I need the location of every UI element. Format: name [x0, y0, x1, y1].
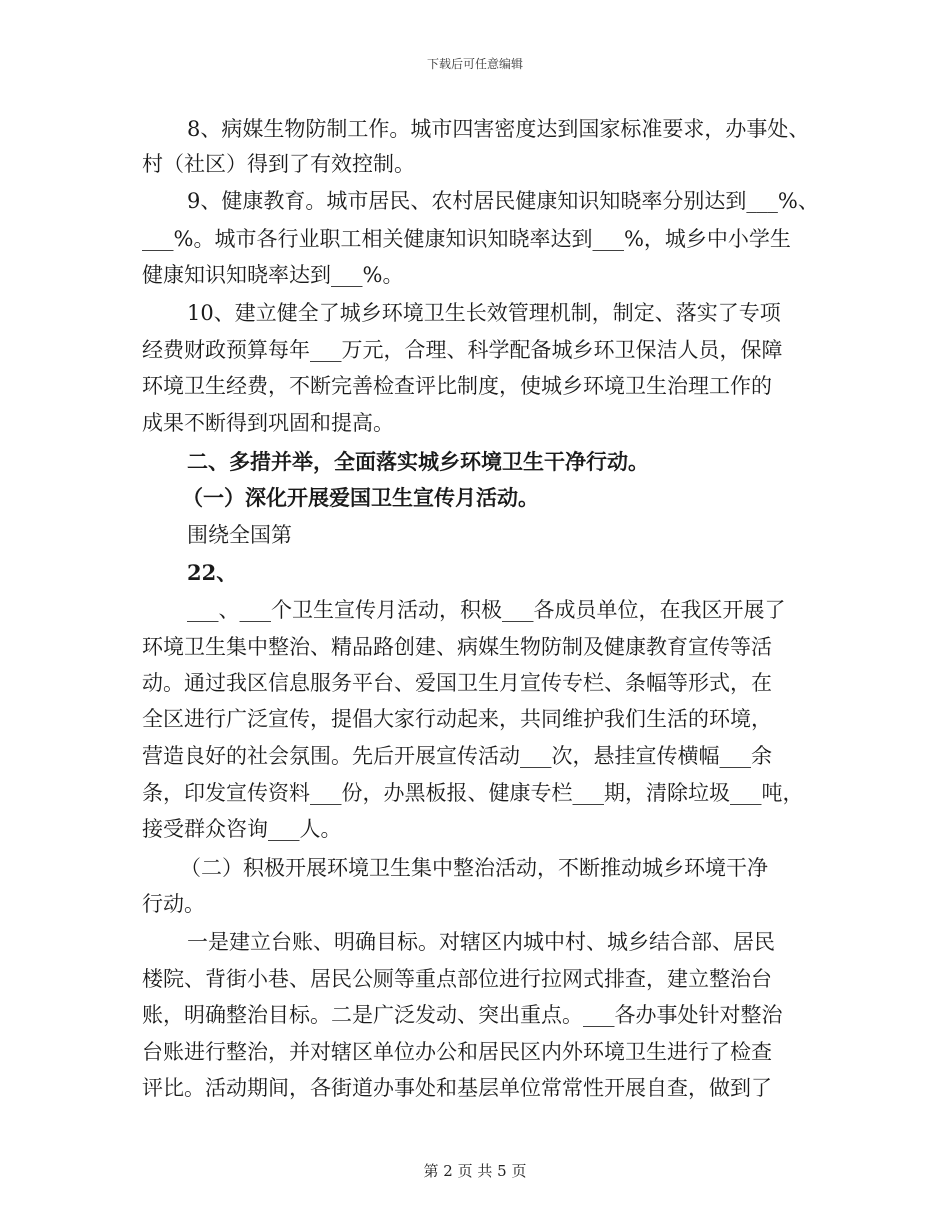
paragraph-line: ___、___个卫生宣传月活动，积极___各成员单位，在我区开展了	[187, 598, 786, 622]
paragraph-line: 8、病媒生物防制工作。城市四害密度达到国家标准要求，办事处、	[187, 117, 810, 141]
paragraph-line: 条，印发宣传资料___份，办黑板报、健康专栏___期，清除垃圾___吨，	[142, 781, 804, 805]
paragraph-line: 评比。活动期间，各街道办事处和基层单位常常性开展自查，做到了	[142, 1076, 772, 1100]
paragraph-line: ___%。城市各行业职工相关健康知识知晓率达到___%，城乡中小学生	[142, 227, 791, 251]
paragraph-line: 全区进行广泛宣传，提倡大家行动起来，共同维护我们生活的环境，	[142, 707, 772, 731]
paragraph-line: 22、	[187, 560, 238, 585]
paragraph-line: 9、健康教育。城市居民、农村居民健康知识知晓率分别达到___%、	[187, 189, 819, 213]
paragraph-line: 账，明确整治目标。二是广泛发动、突出重点。___各办事处针对整治	[142, 1003, 783, 1027]
paragraph-line: 环境卫生经费，不断完善检查评比制度，使城乡环境卫生治理工作的	[142, 374, 772, 398]
paragraph-line: 楼院、背街小巷、居民公厕等重点部位进行拉网式排查，建立整治台	[142, 967, 772, 991]
page-number-footer: 第 2 页 共 5 页	[423, 1162, 527, 1180]
paragraph-line: 健康知识知晓率达到___%。	[142, 263, 404, 287]
paragraph-line: 10、建立健全了城乡环境卫生长效管理机制，制定、落实了专项	[187, 301, 781, 325]
subsection-heading: （一）深化开展爱国卫生宣传月活动。	[182, 485, 539, 510]
paragraph-line: 村（社区）得到了有效控制。	[142, 152, 415, 176]
section-heading: 二、多措并举，全面落实城乡环境卫生干净行动。	[187, 449, 649, 474]
paragraph-line: 行动。	[142, 892, 205, 916]
paragraph-line: 围绕全国第	[187, 523, 292, 547]
paragraph-line: 成果不断得到巩固和提高。	[142, 411, 394, 435]
paragraph-line: 环境卫生集中整治、精品路创建、病媒生物防制及健康教育宣传等活	[142, 635, 772, 659]
paragraph-line: 营造良好的社会氛围。先后开展宣传活动___次，悬挂宣传横幅___余	[142, 744, 772, 768]
paragraph-line: 经费财政预算每年___万元，合理、科学配备城乡环卫保洁人员，保障	[142, 338, 783, 362]
paragraph-line: 动。通过我区信息服务平台、爱国卫生月宣传专栏、条幅等形式，在	[142, 671, 772, 695]
paragraph-line: 台账进行整治，并对辖区单位办公和居民区内外环境卫生进行了检查	[142, 1040, 772, 1064]
subsection-heading: （二）积极开展环境卫生集中整治活动，不断推动城乡环境干净	[180, 856, 768, 880]
page-header: 下载后可任意编辑	[426, 57, 523, 71]
paragraph-line: 接受群众咨询___人。	[142, 817, 342, 841]
paragraph-line: 一是建立台账、明确目标。对辖区内城中村、城乡结合部、居民	[187, 930, 775, 954]
